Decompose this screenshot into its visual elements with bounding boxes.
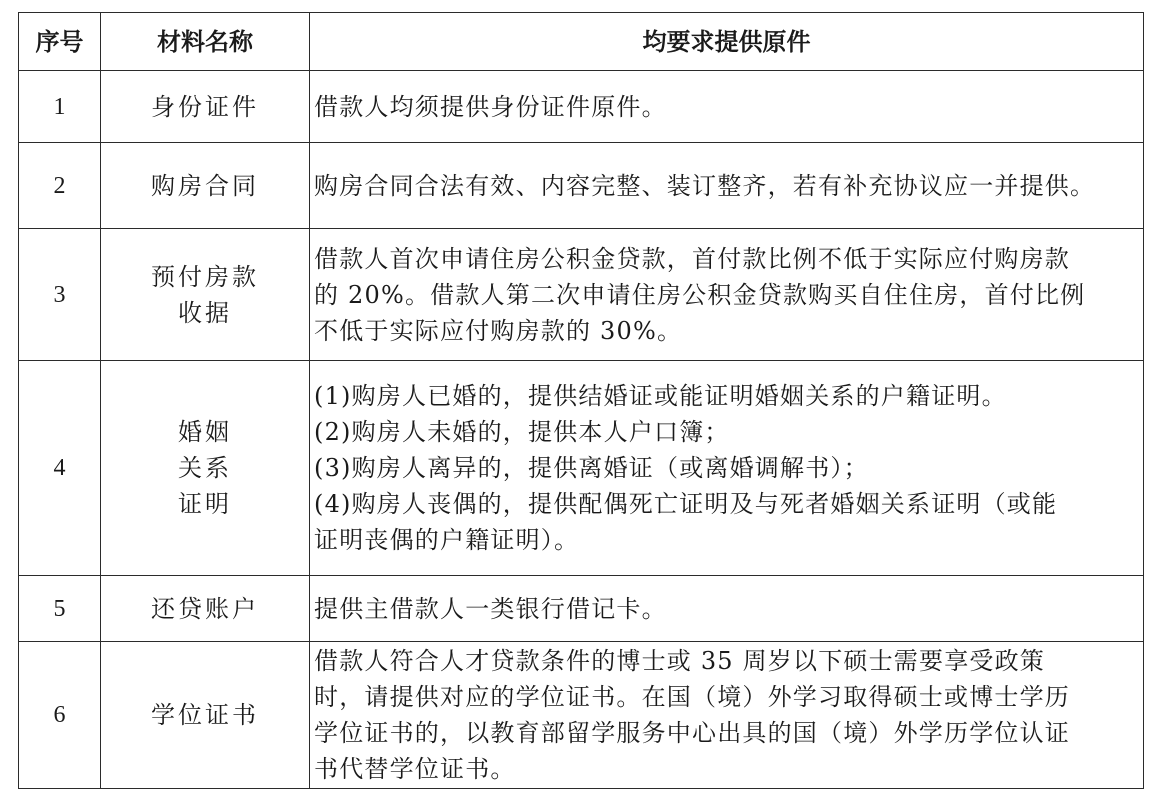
requirement-line: 借款人均须提供身份证件原件。 [314,92,667,121]
material-name-line: 身份证件 [151,92,259,121]
material-name [101,229,310,361]
requirement-line: 书代替学位证书。 [314,755,516,783]
requirement-line: 的 20%。借款人第二次申请住房公积金贷款购买自住住房，首付比例 [314,280,1086,309]
materials-table [18,12,1144,789]
material-name-line: 婚姻 [178,418,232,446]
requirement-text [310,143,1144,229]
material-name-line: 收据 [178,298,232,327]
requirement-line: 提供主借款人一类银行借记卡。 [314,594,667,623]
header-name: 材料名称 [101,13,310,71]
material-name-line: 预付房款 [151,262,259,291]
material-name-line: 关系 [178,454,232,482]
material-name-line: 学位证书 [151,701,259,729]
requirement-line: 不低于实际应付购房款的 30%。 [314,316,683,345]
material-name [101,576,310,642]
material-name-line: 证明 [178,490,232,518]
table-row [19,229,1144,361]
requirement-line: (2)购房人未婚的，提供本人户口簿； [314,418,730,446]
row-number: 4 [19,361,101,576]
requirement-line: 购房合同合法有效、内容完整、装订整齐，若有补充协议应一并提供。 [314,171,1096,200]
table-row [19,361,1144,576]
table-row [19,71,1144,143]
table-row [19,576,1144,642]
material-name-line: 购房合同 [151,171,259,200]
material-name-line: 还贷账户 [151,594,259,623]
row-number: 5 [19,576,101,642]
material-name [101,361,310,576]
requirement-line: (4)购房人丧偶的，提供配偶死亡证明及与死者婚姻关系证明（或能 [314,490,1058,518]
requirement-line: 借款人符合人才贷款条件的博士或 35 周岁以下硕士需要享受政策 [314,647,1045,675]
material-name [101,642,310,789]
header-requirement: 均要求提供原件 [310,13,1144,71]
material-name [101,143,310,229]
table-row [19,642,1144,789]
table-row [19,143,1144,229]
requirement-line: (3)购房人离异的，提供离婚证（或离婚调解书）； [314,454,869,482]
requirement-text [310,71,1144,143]
requirement-line: (1)购房人已婚的，提供结婚证或能证明婚姻关系的户籍证明。 [314,382,1007,410]
row-number: 2 [19,143,101,229]
header-row [19,13,1144,71]
requirement-line: 借款人首次申请住房公积金贷款，首付款比例不低于实际应付购房款 [314,244,1070,273]
header-no: 序号 [19,13,101,71]
requirement-text [310,361,1144,576]
requirement-text [310,229,1144,361]
requirement-text [310,576,1144,642]
material-name [101,71,310,143]
requirement-line: 时，请提供对应的学位证书。在国（境）外学习取得硕士或博士学历 [314,683,1070,711]
requirement-line: 证明丧偶的户籍证明）。 [314,526,580,554]
requirement-line: 学位证书的，以教育部留学服务中心出具的国（境）外学历学位认证 [314,719,1070,747]
requirement-text [310,642,1144,789]
row-number: 1 [19,71,101,143]
row-number: 3 [19,229,101,361]
row-number: 6 [19,642,101,789]
